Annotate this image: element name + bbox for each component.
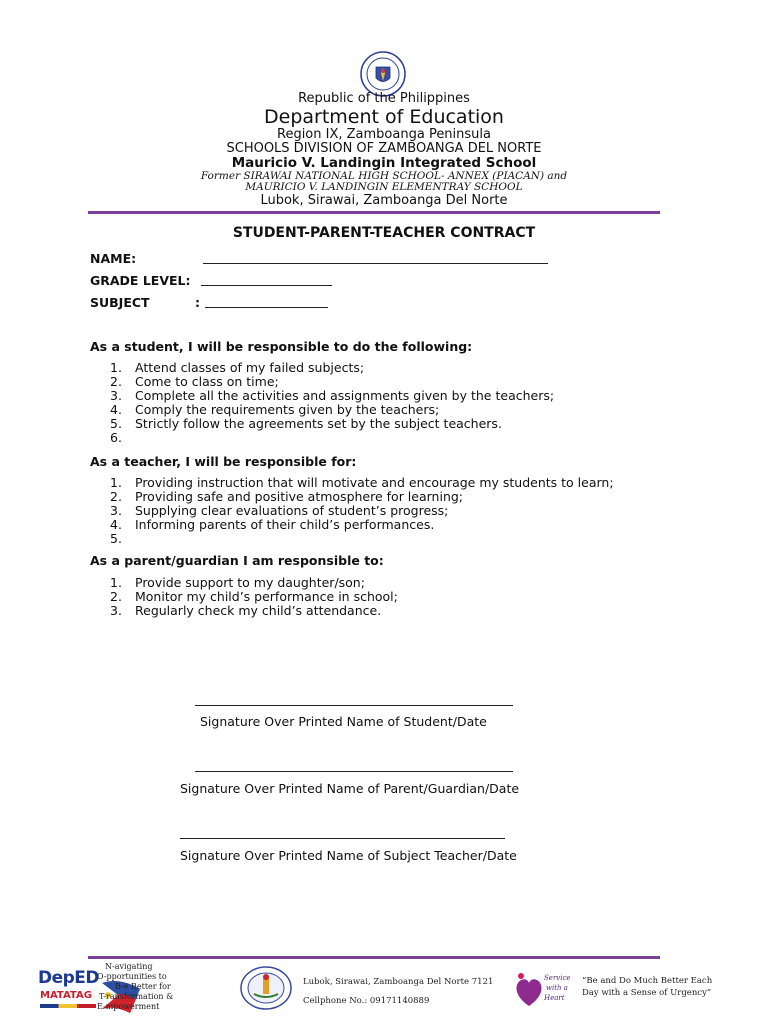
footer-motto-1: “Be and Do Much Better Each — [582, 976, 713, 986]
deped-matatag-logo — [36, 966, 106, 1014]
list-item: 1. Attend classes of my failed subjects; — [110, 360, 365, 375]
footer-address: Lubok, Sirawai, Zamboanga Del Norte 7121 — [303, 977, 494, 987]
address-text: Lubok, Sirawai, Zamboanga Del Norte — [260, 193, 508, 208]
list-item: 4. Comply the requirements given by the teachers; — [110, 402, 440, 417]
parent-signature-label: Signature Over Printed Name of Parent/Guardian/Date — [180, 781, 520, 796]
parent-signature-line[interactable] — [195, 771, 513, 772]
service-heart-logo: Service with a Heart — [512, 968, 572, 1012]
subject-colon: : — [195, 295, 200, 310]
grade-level-label: GRADE LEVEL: — [90, 273, 191, 288]
student-signature-line[interactable] — [195, 705, 513, 706]
list-item: 3. Regularly check my child’s attendance. — [110, 603, 382, 618]
list-item: 2. Come to class on time; — [110, 374, 279, 389]
list-item: 2. Providing safe and positive atmosphere for learning; — [110, 489, 464, 504]
navigating-acronym: N-avigating O-pportunities to B-e Better for T-ransformation & E-mpowerment — [97, 962, 174, 1011]
region-text: Region IX, Zamboanga Peninsula — [277, 127, 491, 142]
parent-list — [110, 576, 398, 618]
teacher-signature-label: Signature Over Printed Name of Subject Teacher/Date — [180, 848, 517, 863]
teacher-signature-line[interactable] — [180, 838, 505, 839]
school-seal — [240, 966, 292, 1010]
teacher-list — [110, 476, 614, 546]
list-item: 3. Supplying clear evaluations of student’s progress; — [110, 503, 449, 518]
subject-input-line[interactable] — [205, 307, 328, 308]
department-title: Department of Education — [264, 106, 504, 128]
student-heading: As a student, I will be responsible to do the following: — [90, 339, 473, 354]
teacher-heading: As a teacher, I will be responsible for: — [90, 454, 357, 469]
name-label: NAME: — [90, 251, 137, 266]
list-item: 5. Strictly follow the agreements set by the subject teachers. — [110, 416, 502, 431]
contract-title: STUDENT-PARENT-TEACHER CONTRACT — [232, 225, 536, 241]
grade-level-input-line[interactable] — [201, 285, 332, 286]
student-list — [110, 361, 554, 445]
deped-wordmark: DepED — [38, 968, 100, 988]
list-item: 5. — [110, 531, 122, 546]
footer-motto-2: Day with a Sense of Urgency” — [582, 988, 712, 998]
list-item: 2. Monitor my child’s performance in school; — [110, 589, 398, 604]
list-item: 4. Informing parents of their child’s performances. — [110, 517, 435, 532]
list-item: 1. Provide support to my daughter/son; — [110, 575, 365, 590]
list-item: 6. — [110, 430, 122, 445]
footer-cellphone: Cellphone No.: 09171140889 — [303, 996, 430, 1006]
school-name: Mauricio V. Landingin Integrated School — [231, 155, 537, 171]
flag-stripe — [40, 1004, 96, 1008]
division-text: SCHOOLS DIVISION OF ZAMBOANGA DEL NORTE — [226, 141, 542, 156]
list-item: 1. Providing instruction that will motivate and encourage my students to learn; — [110, 475, 614, 490]
former-line-1: Former SIRAWAI NATIONAL HIGH SCHOOL- ANNEX (PIACAN) and — [200, 170, 568, 182]
parent-heading: As a parent/guardian I am responsible to: — [90, 553, 384, 568]
republic-text: Republic of the Philippines — [298, 91, 470, 106]
student-signature-label: Signature Over Printed Name of Student/Date — [200, 714, 487, 729]
matatag-wordmark: MATATAG — [40, 990, 92, 1001]
header-divider — [88, 211, 660, 214]
former-line-2: MAURICIO V. LANDINGIN ELEMENTRAY SCHOOL — [245, 181, 523, 193]
list-item: 3. Complete all the activities and assignments given by the teachers; — [110, 388, 555, 403]
footer-divider — [88, 956, 660, 959]
subject-label: SUBJECT — [90, 295, 150, 310]
name-input-line[interactable] — [203, 263, 548, 264]
